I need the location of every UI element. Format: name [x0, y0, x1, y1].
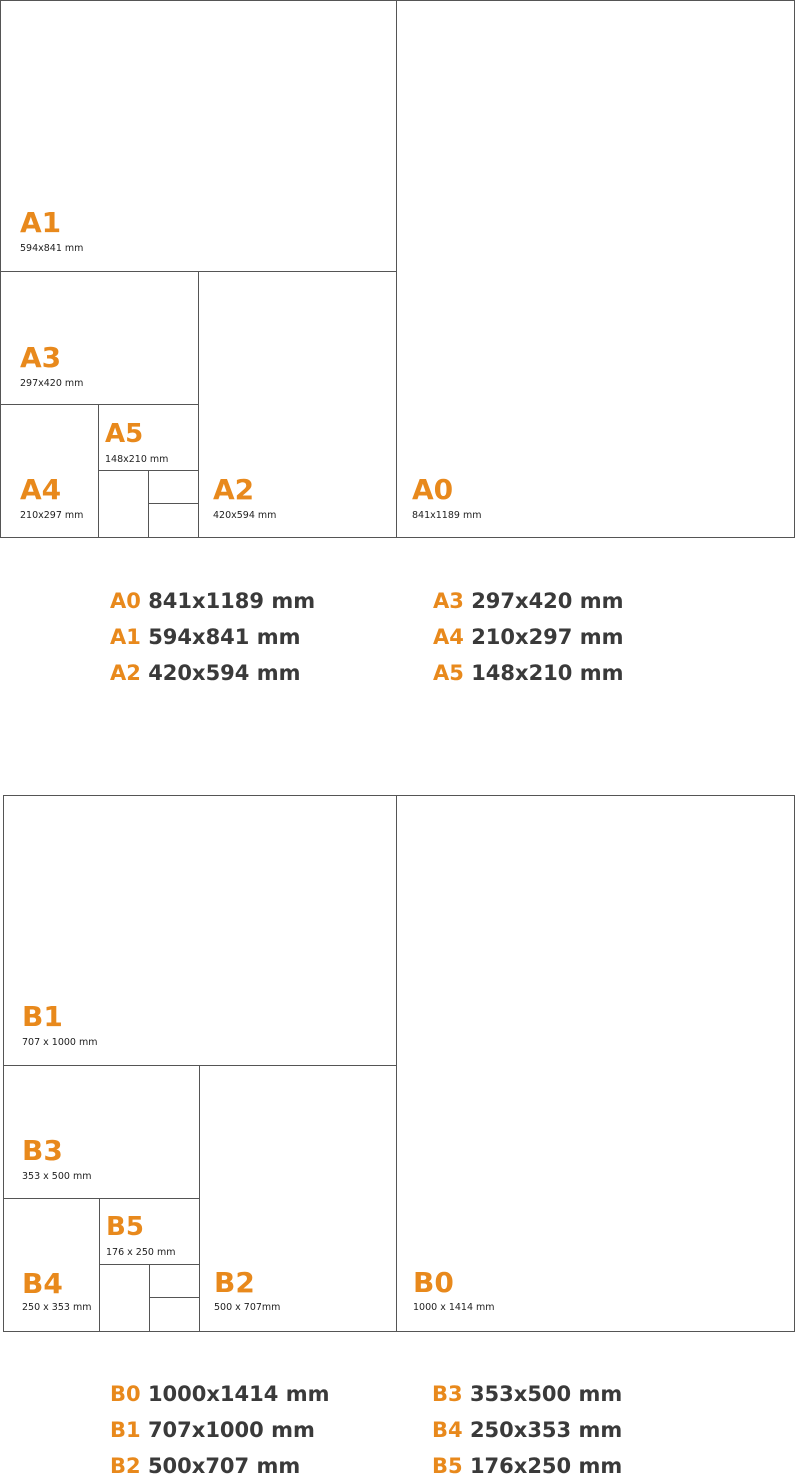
sheet-b8: [149, 1297, 200, 1332]
sheet-b6: [99, 1264, 150, 1332]
sheet-a4-size: 210x297 mm: [20, 510, 84, 521]
sheet-b1: [3, 795, 397, 1066]
legend-a2-size: 420x594 mm: [148, 661, 301, 685]
legend-a5-size: 148x210 mm: [471, 661, 624, 685]
legend-b0-code: B0: [110, 1382, 141, 1406]
legend-a0: [110, 588, 315, 614]
sheet-b5-size: 176 x 250 mm: [106, 1247, 176, 1258]
sheet-b1-code: B1: [22, 1000, 63, 1033]
sheet-a0-size: 841x1189 mm: [412, 510, 482, 521]
legend-a2-code: A2: [110, 661, 141, 685]
legend-b3-size: 353x500 mm: [469, 1382, 623, 1406]
sheet-b0: [396, 795, 795, 1332]
sheet-b5-code: B5: [106, 1212, 144, 1242]
legend-b1-code: B1: [110, 1418, 141, 1442]
sheet-a1-code: A1: [20, 206, 62, 239]
legend-a5: [433, 660, 623, 686]
sheet-a0-code: A0: [412, 473, 454, 506]
legend-a1: [110, 624, 300, 650]
legend-a3-code: A3: [433, 589, 464, 613]
legend-a0-size: 841x1189 mm: [148, 589, 316, 613]
sheet-a7: [148, 470, 199, 504]
sheet-b0-code: B0: [413, 1266, 454, 1299]
sheet-b4-code: B4: [22, 1267, 63, 1300]
legend-a5-code: A5: [433, 661, 464, 685]
legend-b2: [110, 1453, 300, 1479]
sheet-a2-size: 420x594 mm: [213, 510, 277, 521]
sheet-a2: [198, 271, 397, 538]
legend-a4-code: A4: [433, 625, 464, 649]
sheet-b2-size: 500 x 707mm: [214, 1302, 281, 1313]
sheet-b2: [199, 1065, 397, 1332]
legend-b4: [432, 1417, 622, 1443]
sheet-a0: [396, 0, 795, 538]
legend-a4: [433, 624, 623, 650]
sheet-a1-size: 594x841 mm: [20, 243, 84, 254]
sheet-b5: [99, 1198, 200, 1265]
sheet-a4: [0, 404, 99, 538]
sheet-a5-code: A5: [105, 419, 144, 449]
sheet-b0-size: 1000 x 1414 mm: [413, 1302, 495, 1313]
sheet-a3-code: A3: [20, 341, 62, 374]
legend-b4-size: 250x353 mm: [469, 1418, 623, 1442]
sheet-b7: [149, 1264, 200, 1298]
legend-b3: [432, 1381, 622, 1407]
legend-b2-size: 500x707 mm: [147, 1454, 301, 1478]
sheet-a3: [0, 271, 199, 405]
legend-a4-size: 210x297 mm: [471, 625, 624, 649]
legend-a0-code: A0: [110, 589, 141, 613]
legend-a1-size: 594x841 mm: [148, 625, 301, 649]
sheet-a5: [98, 404, 199, 471]
sheet-b3-code: B3: [22, 1134, 63, 1167]
legend-b3-code: B3: [432, 1382, 463, 1406]
sheet-b3: [3, 1065, 200, 1199]
sheet-b2-code: B2: [214, 1266, 255, 1299]
legend-b0: [110, 1381, 329, 1407]
sheet-a8: [148, 503, 199, 538]
legend-b5: [432, 1453, 622, 1479]
sheet-a3-size: 297x420 mm: [20, 378, 84, 389]
sheet-b4: [3, 1198, 100, 1332]
sheet-a5-size: 148x210 mm: [105, 454, 169, 465]
legend-a1-code: A1: [110, 625, 141, 649]
legend-b1-size: 707x1000 mm: [147, 1418, 315, 1442]
legend-b5-code: B5: [432, 1454, 463, 1478]
legend-b5-size: 176x250 mm: [469, 1454, 623, 1478]
sheet-b3-size: 353 x 500 mm: [22, 1171, 92, 1182]
sheet-a4-code: A4: [20, 473, 62, 506]
legend-a2: [110, 660, 300, 686]
legend-b1: [110, 1417, 315, 1443]
sheet-b1-size: 707 x 1000 mm: [22, 1037, 98, 1048]
legend-b0-size: 1000x1414 mm: [147, 1382, 330, 1406]
sheet-a6: [98, 470, 149, 538]
legend-a3-size: 297x420 mm: [471, 589, 624, 613]
legend-a3: [433, 588, 623, 614]
sheet-b4-size: 250 x 353 mm: [22, 1302, 92, 1313]
legend-b4-code: B4: [432, 1418, 463, 1442]
sheet-a1: [0, 0, 397, 272]
sheet-a2-code: A2: [213, 473, 255, 506]
legend-b2-code: B2: [110, 1454, 141, 1478]
